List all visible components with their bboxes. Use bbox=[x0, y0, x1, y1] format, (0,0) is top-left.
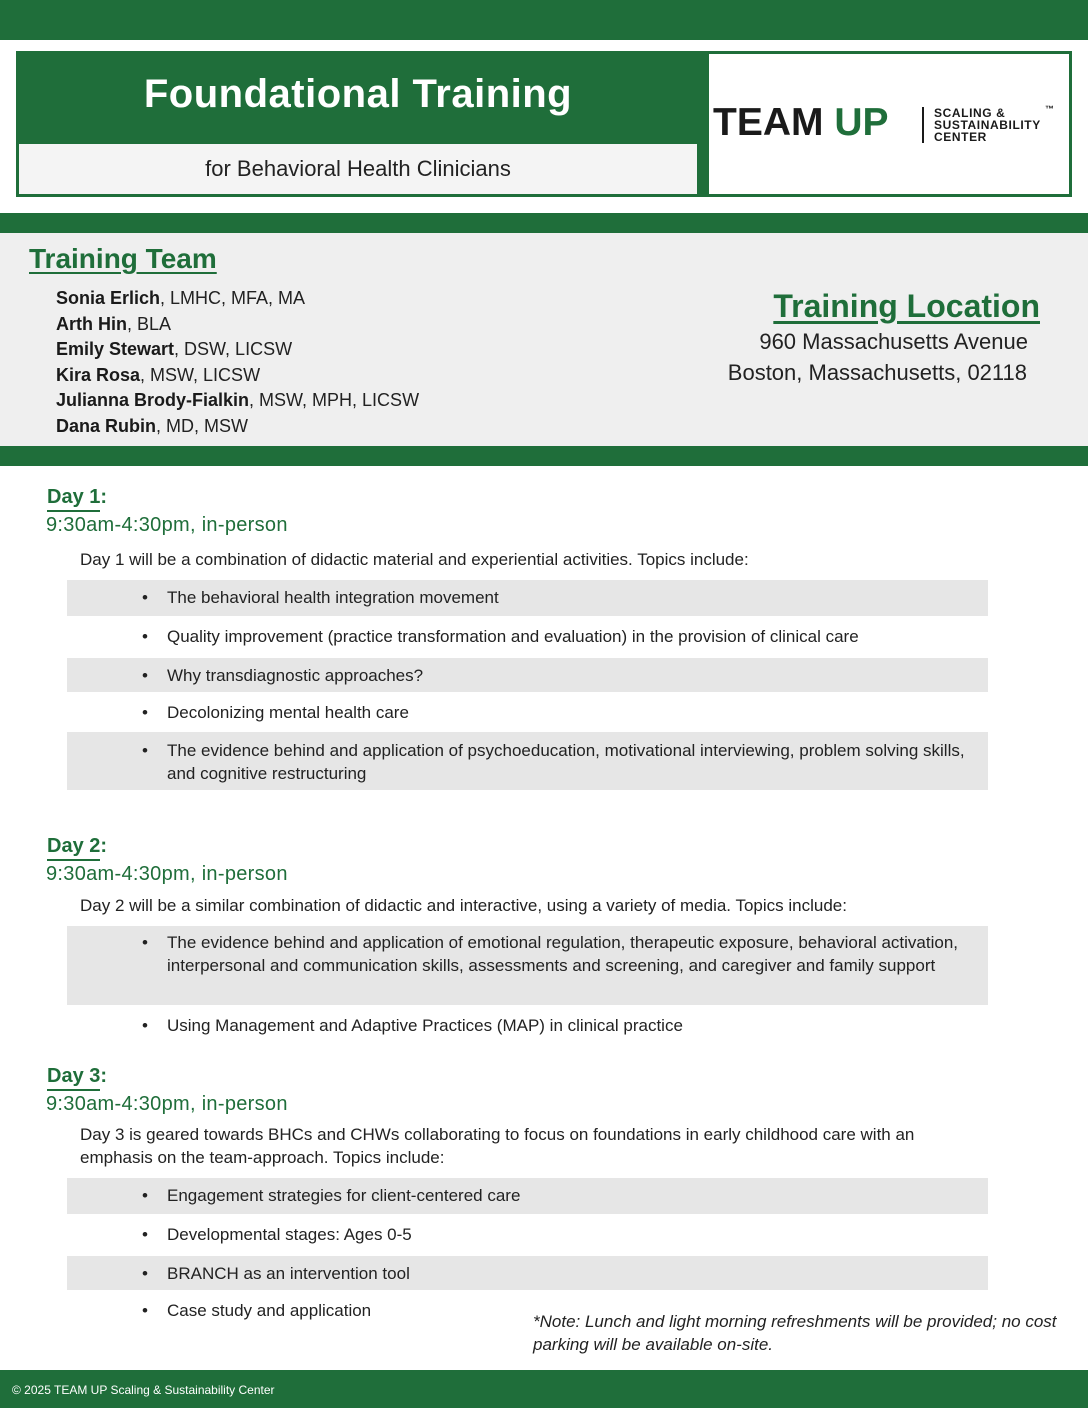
day-1-time: 9:30am-4:30pm, in-person bbox=[46, 514, 288, 536]
day-3-intro: Day 3 is geared towards BHCs and CHWs collaborating to focus on foundations in early childhood care with an emphasis on the team-approach. Topics include: bbox=[80, 1125, 915, 1167]
day-2-intro: Day 2 will be a similar combination of didactic and interactive, using a variety of media. Topics include: bbox=[80, 896, 847, 915]
list-item: • Engagement strategies for client-centered care bbox=[67, 1178, 988, 1214]
team-member: Kira Rosa, MSW, LICSW bbox=[56, 364, 261, 385]
list-item: • The evidence behind and application of emotional regulation, therapeutic exposure, behavioral activation, interpersonal and communication skills, assessments and screening, and caregiver and family support bbox=[67, 926, 988, 1005]
divider-bar bbox=[0, 446, 1088, 466]
footer-bar bbox=[0, 1370, 1088, 1408]
logo-wordmark: TEAM UP bbox=[713, 101, 889, 144]
list-item: • BRANCH as an intervention tool bbox=[67, 1256, 988, 1290]
logo-up-arrow-icon: UP bbox=[834, 101, 889, 144]
team-up-logo bbox=[700, 51, 1072, 197]
logo-divider bbox=[922, 107, 924, 143]
top-banner-bar bbox=[0, 0, 1088, 40]
list-item: • Decolonizing mental health care bbox=[142, 703, 409, 722]
day-1-intro: Day 1 will be a combination of didactic material and experiential activities. Topics include: bbox=[80, 550, 749, 569]
training-team-heading: Training Team bbox=[29, 243, 217, 274]
trademark-symbol: ™ bbox=[1045, 104, 1054, 114]
team-member: Emily Stewart, DSW, LICSW bbox=[56, 339, 293, 359]
day-2-heading: Day 2: bbox=[47, 835, 107, 861]
refreshments-note: *Note: Lunch and light morning refreshments will be provided; no cost parking will be available on-site. bbox=[533, 1312, 1057, 1354]
list-item: • Why transdiagnostic approaches? bbox=[67, 658, 988, 692]
team-member: Julianna Brody-Fialkin, MSW, MPH, LICSW bbox=[56, 390, 420, 410]
location-address-line2: Boston, Massachusetts, 02118 bbox=[727, 360, 1027, 385]
team-member: Arth Hin, BLA bbox=[56, 313, 172, 334]
subtitle-banner bbox=[16, 144, 700, 197]
day-2-time: 9:30am-4:30pm, in-person bbox=[46, 863, 288, 885]
day-3-time: 9:30am-4:30pm, in-person bbox=[46, 1093, 288, 1115]
team-member: Dana Rubin, MD, MSW bbox=[56, 415, 249, 436]
training-location-heading: Training Location bbox=[773, 288, 1040, 324]
title-banner bbox=[16, 51, 700, 144]
list-item: • Case study and application bbox=[142, 1301, 372, 1320]
list-item: • The evidence behind and application of psychoeducation, motivational interviewing, problem solving skills, and cognitive restructuring bbox=[67, 732, 988, 790]
list-item: • Using Management and Adaptive Practices (MAP) in clinical practice bbox=[142, 1016, 683, 1035]
divider-bar bbox=[0, 213, 1088, 233]
list-item: • The behavioral health integration movement bbox=[67, 580, 988, 616]
page-title: Foundational Training bbox=[143, 72, 573, 116]
day-1-heading: Day 1: bbox=[47, 486, 107, 512]
page-subtitle: for Behavioral Health Clinicians bbox=[205, 156, 511, 181]
list-item: • Quality improvement (practice transformation and evaluation) in the provision of clinical care bbox=[142, 627, 859, 646]
logo-subtext: SCALING & SUSTAINABILITY CENTER bbox=[934, 106, 1041, 144]
training-team-list bbox=[56, 287, 419, 440]
team-member: Sonia Erlich, LMHC, MFA, MA bbox=[56, 288, 306, 308]
list-item: • Developmental stages: Ages 0-5 bbox=[142, 1225, 412, 1244]
copyright-text: © 2025 TEAM UP Scaling & Sustainability Center bbox=[12, 1383, 275, 1397]
location-address-line1: 960 Massachusetts Avenue bbox=[759, 329, 1028, 354]
day-3-heading: Day 3: bbox=[47, 1065, 107, 1091]
